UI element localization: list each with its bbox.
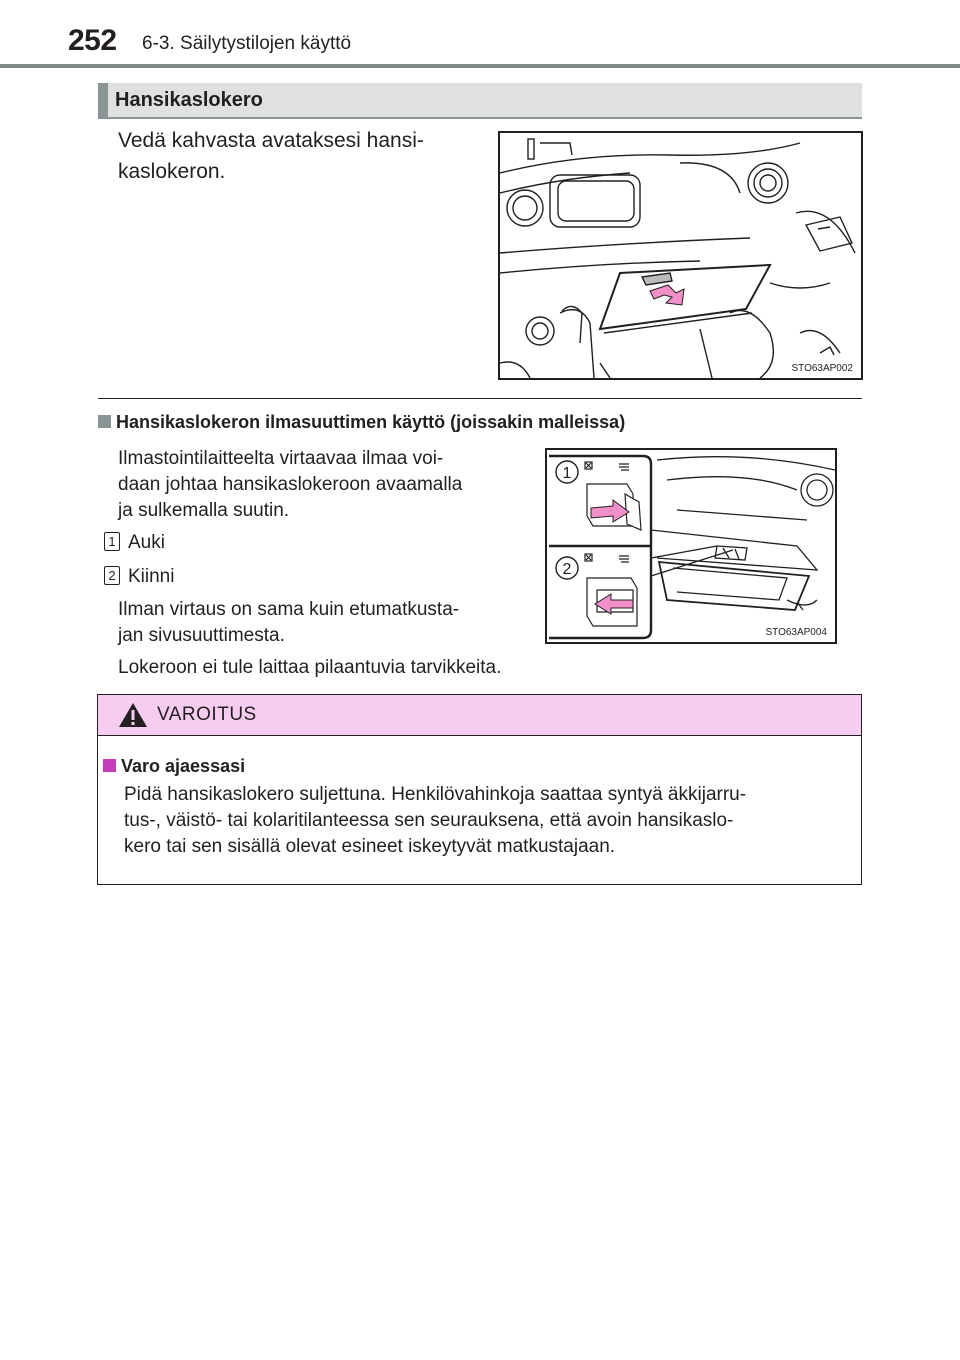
open-arrow-icon	[591, 500, 629, 522]
warning-box	[97, 694, 862, 885]
warning-text	[124, 782, 842, 860]
text-line: Pidä hansikaslokero suljettuna. Henkilövahinkoja saattaa syntyä äkkijarru-	[124, 784, 747, 805]
intro-text	[118, 125, 476, 187]
section-title: Hansikaslokero	[115, 89, 263, 111]
intro-line: kaslokeron.	[118, 160, 226, 183]
figure-code: STO63AP002	[791, 363, 853, 374]
text-line: daan johtaa hansikaslokeroon avaamalla	[118, 474, 463, 495]
warning-label: VAROITUS	[157, 704, 257, 725]
callout-2-label: 2	[562, 561, 572, 578]
text-line: kero tai sen sisällä olevat esineet iskeytyvät matkustajaan.	[124, 836, 616, 857]
subsection-heading	[98, 412, 625, 433]
vent-figure	[545, 448, 837, 644]
warning-heading	[103, 756, 245, 777]
warning-triangle-icon	[118, 702, 148, 728]
section-divider	[98, 398, 862, 399]
perishables-note: Lokeroon ei tule laittaa pilaantuvia tarvikkeita.	[118, 657, 502, 678]
warning-heading-text: Varo ajaessasi	[121, 756, 246, 776]
vent-description	[118, 446, 518, 524]
section-heading-underline	[98, 117, 862, 119]
item-label: Auki	[128, 532, 165, 553]
pull-arrow-icon	[650, 285, 684, 305]
text-line: Ilman virtaus on sama kuin etumatkusta-	[118, 599, 460, 620]
page-number: 252	[68, 24, 117, 57]
text-line: Ilmastointilaitteelta virtaavaa ilmaa voi-	[118, 448, 444, 469]
section-heading	[98, 83, 862, 119]
square-bullet-icon	[98, 415, 111, 428]
item-number-badge: 1	[104, 532, 120, 551]
intro-line: Vedä kahvasta avataksesi hansi-	[118, 129, 424, 152]
dashboard-illustration	[500, 133, 861, 378]
text-line: ja sulkemalla suutin.	[118, 500, 290, 521]
list-item-closed	[104, 566, 174, 588]
airflow-note	[118, 597, 518, 649]
header-rule	[0, 64, 960, 68]
warning-header	[98, 695, 861, 736]
item-number-badge: 2	[104, 566, 120, 585]
section-heading-bar	[98, 83, 108, 119]
square-bullet-icon	[103, 759, 116, 772]
subsection-title: Hansikaslokeron ilmasuuttimen käyttö (joissakin malleissa)	[116, 412, 626, 432]
vent-illustration	[547, 450, 835, 642]
list-item-open	[104, 532, 165, 554]
callout-1-label: 1	[562, 465, 572, 482]
text-line: tus-, väistö- tai kolaritilanteessa sen seurauksena, että avoin hansikaslo-	[124, 810, 734, 831]
chapter-title: 6-3. Säilytystilojen käyttö	[142, 33, 352, 54]
text-line: jan sivusuuttimesta.	[118, 625, 285, 646]
item-label: Kiinni	[128, 566, 175, 587]
glovebox-figure	[498, 131, 863, 380]
figure-code: STO63AP004	[765, 627, 827, 638]
